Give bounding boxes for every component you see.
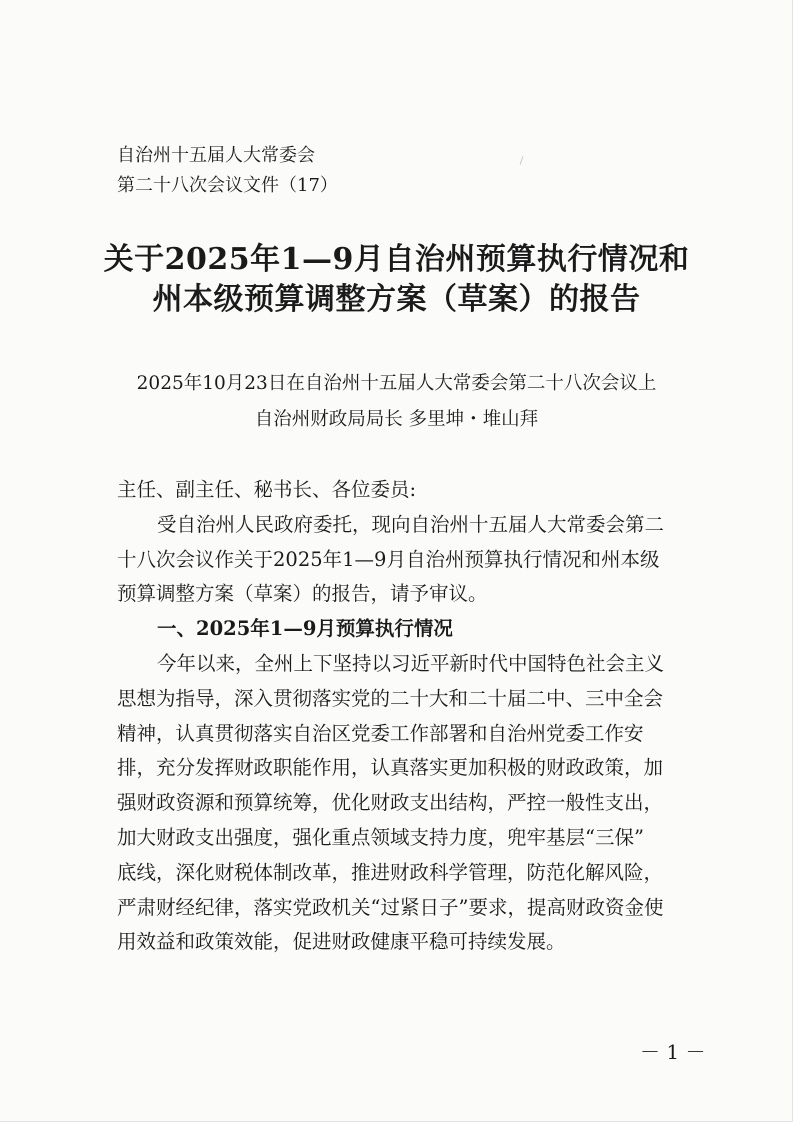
paragraph-line: 精神，认真贯彻落实自治区党委工作部署和自治州党委工作安	[117, 721, 644, 745]
title-line-1: 关于2025年1—9月自治州预算执行情况和	[103, 242, 690, 277]
intro-line: 预算调整方案（草案）的报告，请予审议。	[117, 582, 488, 606]
section-heading: 一、2025年1—9月预算执行情况	[157, 617, 453, 641]
paragraph-line: 用效益和政策效能，促进财政健康平稳可持续发展。	[117, 930, 566, 954]
page-number: － 1 －	[640, 1040, 706, 1064]
paragraph-line: 思想为指导，深入贯彻落实党的二十大和二十届二中、三中全会	[117, 686, 664, 710]
title-line-2: 州本级预算调整方案（草案）的报告	[152, 282, 641, 317]
intro-line: 受自治州人民政府委托，现向自治州十五届人大常委会第二	[157, 512, 665, 536]
header-line-1: 自治州十五届人大常委会	[117, 145, 315, 166]
document-subtitle	[0, 366, 793, 438]
header-line-2: 第二十八次会议文件（17）	[117, 175, 338, 196]
paragraph-line: 加大财政支出强度，强化重点领域支持力度，兜牢基层“三保”	[117, 825, 644, 849]
paragraph-line: 排，充分发挥财政职能作用，认真落实更加积极的财政政策，加	[117, 756, 664, 780]
intro-line: 十八次会议作关于2025年1—9月自治州预算执行情况和州本级	[117, 547, 660, 571]
subtitle-line-2: 自治州财政局局长 多里坤・堆山拜	[254, 409, 539, 430]
document-title	[0, 240, 793, 320]
salutation: 主任、副主任、秘书长、各位委员:	[117, 478, 417, 501]
paragraph-line: 底线，深化财税体制改革，推进财政科学管理，防范化解风险，	[117, 860, 664, 884]
paragraph-line: 强财政资源和预算统筹，优化财政支出结构，严控一般性支出，	[117, 791, 664, 815]
paragraph-line: 今年以来，全州上下坚持以习近平新时代中国特色社会主义	[157, 651, 665, 675]
subtitle-line-1: 2025年10月23日在自治州十五届人大常委会第二十八次会议上	[136, 373, 657, 394]
paragraph-line: 严肃财经纪律，落实党政机关“过紧日子”要求，提高财政资金使	[117, 895, 664, 919]
scan-mark	[520, 156, 524, 165]
document-header	[117, 141, 338, 201]
document-body	[117, 473, 697, 960]
